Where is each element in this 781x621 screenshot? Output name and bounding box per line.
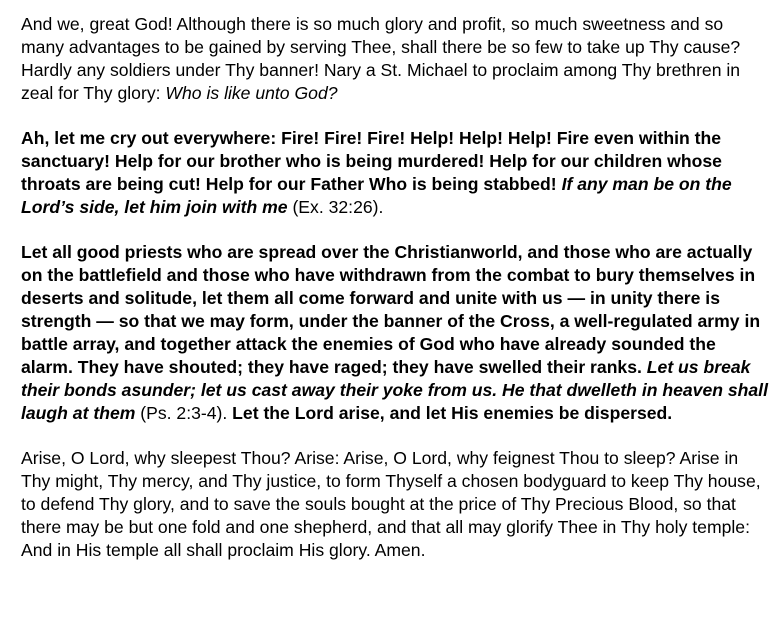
paragraph-1-italic-quote: Who is like unto God? <box>165 83 338 103</box>
paragraph-4-text: Arise, O Lord, why sleepest Thou? Arise: Arise, O Lord, why feignest Thou to sleep? Arise in Thy might, Thy mercy, and Thy justice, to form Thyself a chosen bodyguard to keep Thy house, to defend Thy glory, and to save the souls bought at the price of Thy Precious Blood, so that there may be but one fold and one shepherd, and that all may glorify Thee in Thy holy temple: And in His temple all shall proclaim His glory. Amen. <box>21 448 761 560</box>
paragraph-4 <box>21 447 771 562</box>
paragraph-2-italic-quote: If any man be on the Lord’s side, let him join with me <box>21 174 732 217</box>
paragraph-3-closing: Let the Lord arise, and let His enemies be dispersed. <box>232 403 673 423</box>
paragraph-3-italic-quote: Let us break their bonds asunder; let us cast away their yoke from us. He that dwelleth in heaven shall laugh at them <box>21 357 768 423</box>
paragraph-2-reference: (Ex. 32:26). <box>287 197 384 217</box>
paragraph-1-text: And we, great God! Although there is so much glory and profit, so much sweetness and so many advantages to be gained by serving Thee, shall there be so few to take up Thy cause? Hardly any soldiers under Thy banner! Nary a St. Michael to proclaim among Thy brethren in zeal for Thy glory: <box>21 14 741 103</box>
paragraph-3 <box>21 241 771 425</box>
paragraph-2 <box>21 127 771 219</box>
paragraph-3-reference: (Ps. 2:3-4). <box>135 403 233 423</box>
paragraph-1 <box>21 13 771 105</box>
paragraph-3-text: Let all good priests who are spread over the Christianworld, and those who are actually on the battlefield and those who have withdrawn from the combat to bury themselves in deserts and solitude, let them all come forward and unite with us — in unity there is strength — so that we may form, under the banner of the Cross, a well-regulated army in battle array, and together attack the enemies of God who have already sounded the alarm. They have shouted; they have raged; they have swelled their ranks. <box>21 242 761 377</box>
paragraph-2-text: Ah, let me cry out everywhere: Fire! Fire! Fire! Help! Help! Help! Fire even within the sanctuary! Help for our brother who is being murdered! Help for our children whose throats are being cut! Help for our Father Who is being stabbed! <box>21 128 722 194</box>
